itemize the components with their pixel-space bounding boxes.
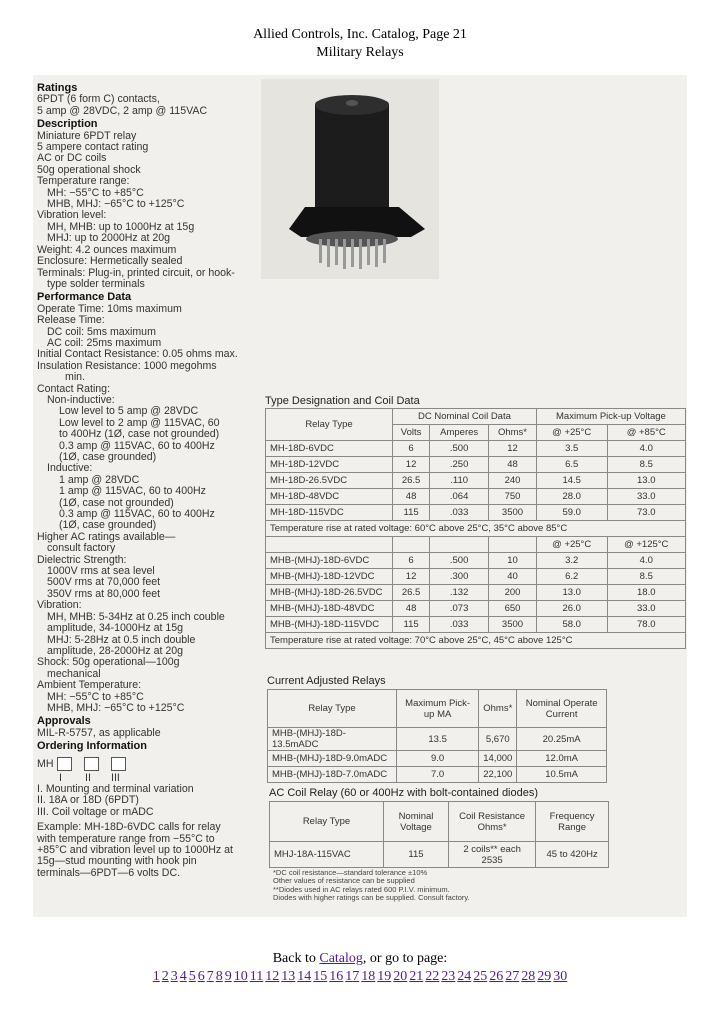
- spec-line: II. 18A or 18D (6PDT): [37, 794, 139, 807]
- table-row: MHB-(MHJ)-18D-7.0mADC 7.0 22,100 10.5mA: [268, 767, 607, 783]
- ac-table-title: AC Coil Relay (60 or 400Hz with bolt-contained diodes): [269, 787, 539, 799]
- page-link-23[interactable]: 23: [441, 969, 456, 984]
- spec-line: III. Coil voltage or mADC: [37, 805, 154, 818]
- page-link-27[interactable]: 27: [505, 969, 520, 984]
- table-row: MHB-(MHJ)-18D-12VDC 12 .300 40 6.2 8.5: [266, 569, 686, 585]
- spec-line: Higher AC ratings available—: [37, 530, 176, 543]
- footnote: *DC coil resistance—standard tolerance ±10%: [273, 868, 428, 877]
- page-link-10[interactable]: 10: [233, 969, 248, 984]
- page-link-30[interactable]: 30: [553, 969, 568, 984]
- spec-line: Operate Time: 10ms maximum: [37, 302, 182, 315]
- spec-line: MH: −55°C to +85°C: [47, 186, 144, 199]
- page-link-14[interactable]: 14: [297, 969, 312, 984]
- spec-line: 50g operational shock: [37, 163, 141, 176]
- spec-line: MHJ: up to 2000Hz at 20g: [47, 232, 171, 245]
- page-link-5[interactable]: 5: [188, 969, 196, 984]
- table-row: MHB-(MHJ)-18D-26.5VDC 26.5 .132 200 13.0 18.0: [266, 585, 686, 601]
- col-ohms: Ohms*: [489, 425, 537, 441]
- relay-photo: [261, 79, 439, 279]
- specs-column: [37, 81, 257, 879]
- page-link-8[interactable]: 8: [215, 969, 223, 984]
- spec-line: 500V rms at 70,000 feet: [47, 576, 161, 589]
- spec-line: Initial Contact Resistance: 0.05 ohms max.: [37, 348, 238, 361]
- spec-line: Inductive:: [47, 462, 93, 475]
- spec-line: 0.3 amp @ 115VAC, 60 to 400Hz: [59, 439, 215, 452]
- spec-line: 5 ampere contact rating: [37, 141, 149, 154]
- page-link-29[interactable]: 29: [537, 969, 552, 984]
- relay-can: [315, 101, 389, 223]
- temperature-note-1: Temperature rise at rated voltage: 60°C above 25°C, 35°C above 85°C: [266, 521, 686, 537]
- table-row: MHB-(MHJ)-18D-9.0mADC 9.0 14,000 12.0mA: [268, 751, 607, 767]
- page-link-3[interactable]: 3: [170, 969, 178, 984]
- catalog-sheet: [33, 75, 687, 917]
- ordering-marks: I II III: [59, 771, 120, 784]
- spec-line: Enclosure: Hermetically sealed: [37, 255, 183, 268]
- spec-line: terminals—6PDT—6 volts DC.: [37, 866, 181, 879]
- page-link-16[interactable]: 16: [329, 969, 344, 984]
- page-link-19[interactable]: 19: [377, 969, 392, 984]
- spec-line: 1 amp @ 28VDC: [59, 473, 140, 486]
- page-link-17[interactable]: 17: [345, 969, 360, 984]
- spec-line: AC coil: 25ms maximum: [47, 336, 162, 349]
- spec-line: 1000V rms at sea level: [47, 565, 155, 578]
- spec-line: amplitude, 28-2000Hz at 20g: [47, 644, 184, 657]
- ratings-heading: Ratings: [37, 82, 78, 94]
- footnotes: [273, 869, 470, 903]
- table-row: MH-18D-115VDC 115 .033 3500 59.0 73.0: [266, 505, 686, 521]
- approvals-heading: Approvals: [37, 715, 91, 728]
- table-row: MHB-(MHJ)-18D-115VDC 115 .033 3500 58.0 78.0: [266, 617, 686, 633]
- footnote: Other values of resistance can be supplied: [273, 876, 415, 886]
- spec-line: (1Ø, case not grounded): [59, 496, 174, 509]
- spec-line: Example: MH-18D-6VDC calls for relay: [37, 821, 221, 834]
- ac-coil-table: [269, 801, 609, 868]
- spec-line: Vibration level:: [37, 209, 107, 222]
- type-designation-table: [265, 408, 686, 649]
- col-amperes: Amperes: [430, 425, 489, 441]
- page-link-18[interactable]: 18: [361, 969, 376, 984]
- page-link-6[interactable]: 6: [197, 969, 205, 984]
- page-title: Allied Controls, Inc. Catalog, Page 21: [253, 27, 467, 42]
- page-link-20[interactable]: 20: [393, 969, 408, 984]
- table-row: MHB-(MHJ)-18D-6VDC 6 .500 10 3.2 4.0: [266, 553, 686, 569]
- spec-line: Low level to 5 amp @ 28VDC: [59, 405, 199, 418]
- current-adjusted-table: [267, 689, 607, 783]
- table-row: MH-18D-6VDC 6 .500 12 3.5 4.0: [266, 441, 686, 457]
- page-link-26[interactable]: 26: [489, 969, 504, 984]
- table-row: MHJ-18A-115VAC 115 2 coils** each 2535 45 to 420Hz: [270, 842, 609, 868]
- description-heading: Description: [37, 118, 98, 131]
- spec-line: Insulation Resistance: 1000 megohms: [37, 359, 217, 372]
- performance-heading: Performance Data: [37, 291, 132, 304]
- page-link-7[interactable]: 7: [206, 969, 214, 984]
- page-link-4[interactable]: 4: [179, 969, 187, 984]
- spec-line: MHJ: 5-28Hz at 0.5 inch double: [47, 633, 196, 646]
- spec-line: AC or DC coils: [37, 152, 107, 165]
- table-row: MH-18D-12VDC 12 .250 48 6.5 8.5: [266, 457, 686, 473]
- spec-line: type solder terminals: [47, 277, 145, 290]
- page-links: [0, 969, 720, 985]
- spec-line: min.: [65, 371, 86, 384]
- catalog-link[interactable]: Catalog: [319, 951, 363, 966]
- back-line: Back to Catalog, or go to page:: [272, 951, 448, 966]
- table-row: MH-18D-26.5VDC 26.5 .110 240 14.5 13.0: [266, 473, 686, 489]
- ordering-code: MH: [37, 757, 257, 771]
- spec-line: MH: −55°C to +85°C: [47, 690, 144, 703]
- spec-line: mechanical: [47, 667, 101, 680]
- current-table-title: Current Adjusted Relays: [267, 675, 386, 687]
- spec-line: 1 amp @ 115VAC, 60 to 400Hz: [59, 485, 206, 498]
- spec-line: Vibration:: [37, 599, 82, 612]
- spec-line: consult factory: [47, 542, 116, 555]
- footnote: **Diodes used in AC relays rated 600 P.I.V. minimum.: [273, 884, 450, 894]
- col-max-pickup-ma: Maximum Pick-up MA: [397, 690, 479, 728]
- col-temp-25b: @ +25°C: [536, 537, 607, 553]
- col-max-pickup: Maximum Pick-up Voltage: [536, 409, 685, 425]
- spec-line: Miniature 6PDT relay: [37, 129, 137, 142]
- spec-line: Non-inductive:: [47, 393, 115, 406]
- page-link-22[interactable]: 22: [425, 969, 440, 984]
- footnote: Diodes with higher ratings can be supplied. Consult factory.: [273, 893, 470, 903]
- col-coil-resistance: Coil Resistance Ohms*: [449, 802, 536, 842]
- page-link-9[interactable]: 9: [224, 969, 232, 984]
- spec-line: DC coil: 5ms maximum: [47, 325, 156, 338]
- spec-line: 5 amp @ 28VDC, 2 amp @ 115VAC: [37, 104, 208, 117]
- col-relay-type-3: Relay Type: [270, 802, 384, 842]
- col-nominal-voltage: Nominal Voltage: [384, 802, 449, 842]
- page-link-21[interactable]: 21: [409, 969, 424, 984]
- table-row: MHB-(MHJ)-18D-13.5mADC 13.5 5,670 20.25mA: [268, 728, 607, 751]
- spec-line: MH, MHB: 5-34Hz at 0.25 inch couble: [47, 610, 225, 623]
- spec-line: with temperature range from −55°C to: [37, 832, 215, 845]
- spec-line: MH, MHB: up to 1000Hz at 15g: [47, 220, 195, 233]
- page-link-12[interactable]: 12: [265, 969, 280, 984]
- spec-line: Low level to 2 amp @ 115VAC, 60: [59, 416, 220, 429]
- page-link-11[interactable]: 11: [249, 969, 264, 984]
- table-row: MHB-(MHJ)-18D-48VDC 48 .073 650 26.0 33.0: [266, 601, 686, 617]
- spec-line: 350V rms at 80,000 feet: [47, 587, 161, 600]
- spec-line: Release Time:: [37, 314, 105, 327]
- spec-line: to 400Hz (1Ø, case not grounded): [59, 428, 220, 441]
- page-link-15[interactable]: 15: [313, 969, 328, 984]
- col-relay-type-2: Relay Type: [268, 690, 397, 728]
- col-frequency-range: Frequency Range: [536, 802, 609, 842]
- ordering-heading: Ordering Information: [37, 740, 147, 753]
- spec-line: 0.3 amp @ 115VAC, 60 to 400Hz: [59, 508, 215, 521]
- page-link-28[interactable]: 28: [521, 969, 536, 984]
- spec-line: 15g—stud mounting with hook pin: [37, 855, 197, 868]
- table-row: MH-18D-48VDC 48 .064 750 28.0 33.0: [266, 489, 686, 505]
- spec-line: I. Mounting and terminal variation: [37, 782, 194, 795]
- page-subtitle: Military Relays: [316, 45, 404, 60]
- page-link-24[interactable]: 24: [457, 969, 472, 984]
- temperature-note-2: Temperature rise at rated voltage: 70°C above 25°C, 45°C above 125°C: [266, 633, 686, 649]
- col-ohms-2: Ohms*: [479, 690, 517, 728]
- page-link-1[interactable]: 1: [152, 969, 160, 984]
- type-table-title: Type Designation and Coil Data: [265, 395, 420, 407]
- col-temp-25: @ +25°C: [536, 425, 607, 441]
- page-link-25[interactable]: 25: [473, 969, 488, 984]
- spec-line: amplitude, 34-1000Hz at 15g: [47, 622, 184, 635]
- spec-line: (1Ø, case grounded): [59, 519, 157, 532]
- spec-line: Terminals: Plug-in, printed circuit, or hook-: [37, 266, 235, 279]
- col-relay-type: Relay Type: [266, 409, 393, 441]
- spec-line: Weight: 4.2 ounces maximum: [37, 243, 177, 256]
- col-temp-85: @ +85°C: [607, 425, 685, 441]
- spec-line: +85°C and vibration level up to 1000Hz at: [37, 844, 233, 856]
- col-dc-coil-data: DC Nominal Coil Data: [393, 409, 537, 425]
- spec-line: MIL-R-5757, as applicable: [37, 726, 161, 739]
- spec-line: MHB, MHJ: −65°C to +125°C: [47, 198, 185, 211]
- col-volts: Volts: [393, 425, 430, 441]
- spec-line: MHB, MHJ: −65°C to +125°C: [47, 701, 185, 714]
- page-link-2[interactable]: 2: [161, 969, 169, 984]
- spec-line: (1Ø, case grounded): [59, 451, 157, 463]
- col-temp-125: @ +125°C: [607, 537, 685, 553]
- spec-line: Dielectric Strength:: [37, 553, 127, 566]
- spec-line: Temperature range:: [37, 175, 130, 188]
- col-nominal-current: Nominal Operate Current: [517, 690, 607, 728]
- relay-pins: [319, 239, 386, 269]
- page-link-13[interactable]: 13: [281, 969, 296, 984]
- spec-line: 6PDT (6 form C) contacts,: [37, 93, 160, 106]
- spec-line: Contact Rating:: [37, 382, 111, 395]
- spec-line: Ambient Temperature:: [37, 679, 142, 692]
- spec-line: Shock: 50g operational—100g: [37, 656, 180, 669]
